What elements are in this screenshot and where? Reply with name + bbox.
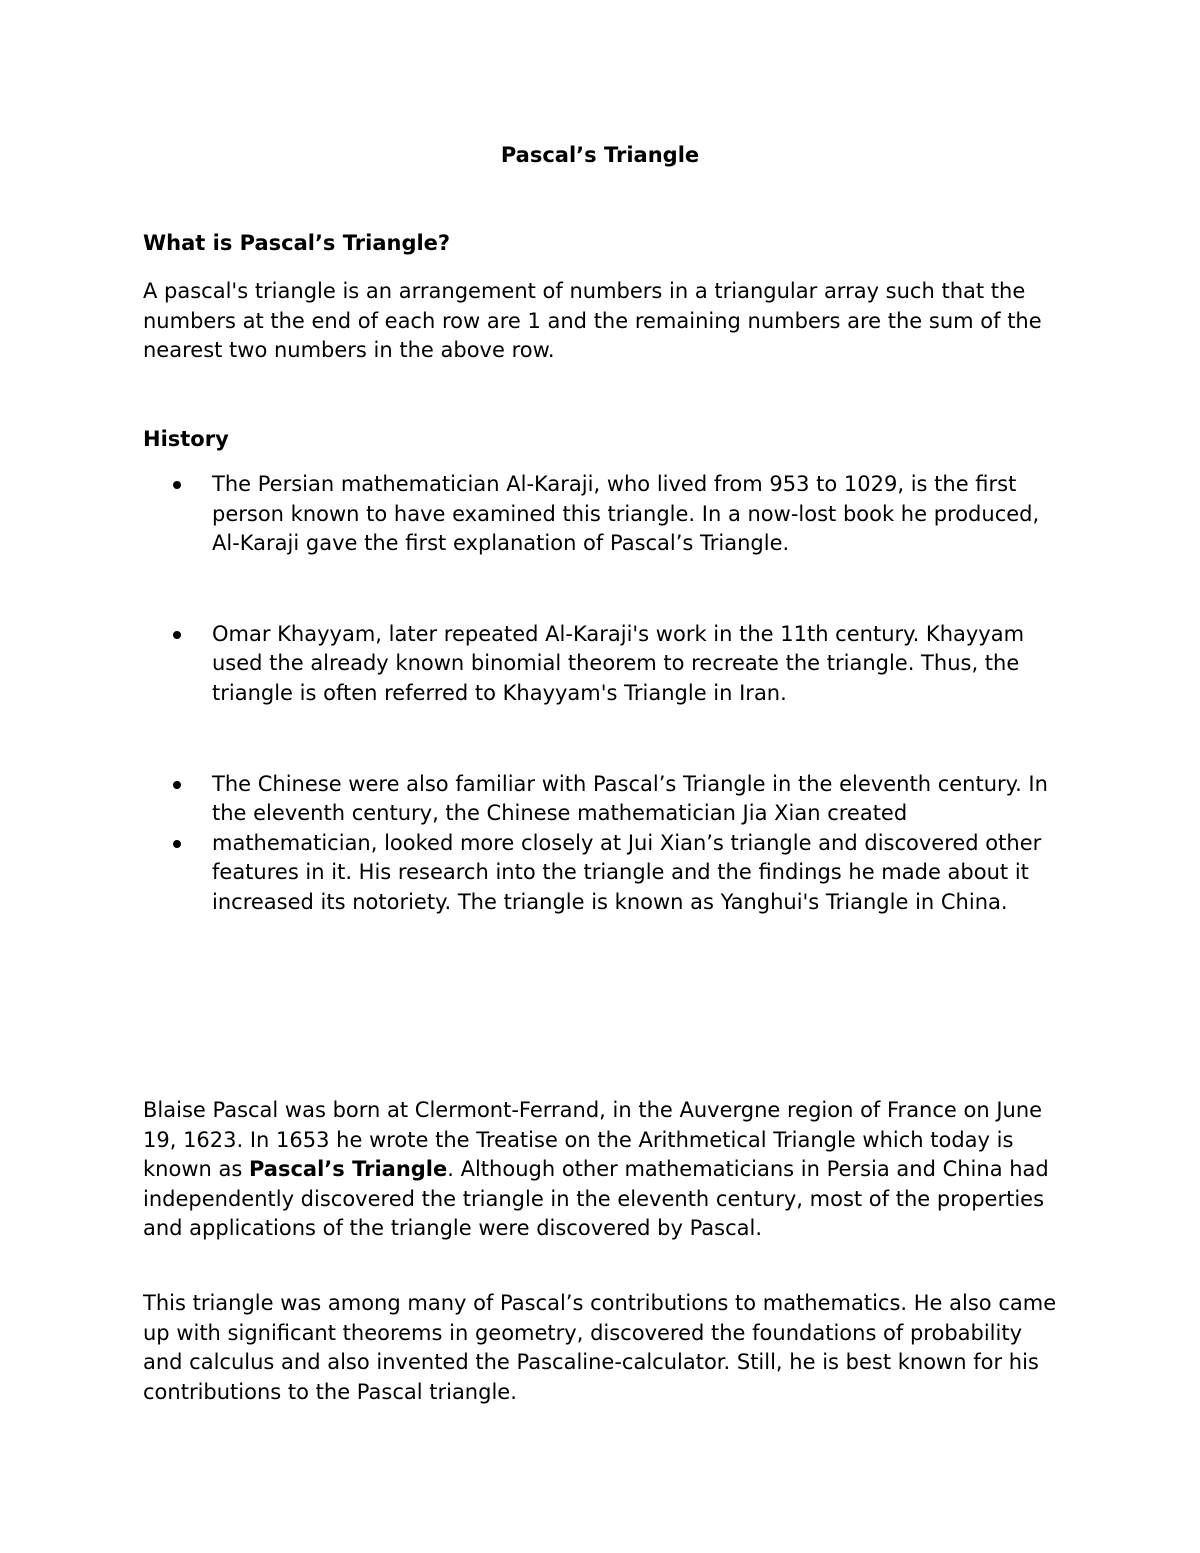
history-bullet-text: mathematician, looked more closely at Jui Xian’s triangle and discovered other features in it. His research into the triangle and the findings he made about it increased its notoriety. The triangle is known as Yanghui's Triangle in China.	[212, 830, 1042, 914]
bullet-dot-icon	[173, 631, 181, 639]
pascal-triangle-bold-term: Pascal’s Triangle	[248, 1157, 448, 1182]
history-bullet-item	[143, 620, 1058, 709]
pascal-biography-paragraph	[143, 1096, 1058, 1244]
definition-paragraph: A pascal's triangle is an arrangement of numbers in a triangular array such that the numbers at the end of each row are 1 and the remaining numbers are the sum of the nearest two numbers in the above row.	[143, 279, 1042, 363]
section-heading-what: What is Pascal’s Triangle?	[143, 231, 451, 255]
bullet-dot-icon	[173, 781, 181, 789]
history-bullet-item	[143, 770, 1058, 829]
history-bullet-list	[143, 470, 1058, 918]
section-heading-history: History	[143, 427, 229, 451]
bullet-gap	[143, 709, 1058, 770]
history-bullet-item	[143, 470, 1058, 559]
bullet-dot-icon	[173, 840, 181, 848]
document-title: Pascal’s Triangle	[500, 143, 700, 167]
bullet-dot-icon	[173, 481, 181, 489]
history-bullet-text: The Chinese were also familiar with Pascal’s Triangle in the eleventh century. In the eleventh century, the Chinese mathematician Jia Xian created	[212, 771, 1048, 826]
pascal-biography-text-end: . Although other mathematicians in Persia and China had independently discovered the triangle in the eleventh century, most of the properties and applications of the triangle were discovered by Pascal.	[143, 1157, 1049, 1241]
pascal-biography-text-start: Blaise Pascal was born at Clermont-Ferrand, in the Auvergne region of France on June 19, 1623. In 1653 he wrote the Treatise on the Arithmetical Triangle which today is known as	[143, 1098, 1043, 1182]
history-bullet-text: Omar Khayyam, later repeated Al-Karaji's work in the 11th century. Khayyam used the already known binomial theorem to recreate the triangle. Thus, the triangle is often referred to Khayyam's Triangle in Iran.	[212, 621, 1025, 705]
contributions-paragraph: This triangle was among many of Pascal’s contributions to mathematics. He also came up with significant theorems in geometry, discovered the foundations of probability and calculus and also invented the Pascaline-calculator. Still, he is best known for his contributions to the Pascal triangle.	[143, 1291, 1057, 1404]
bullet-gap	[143, 559, 1058, 618]
history-bullet-text: The Persian mathematician Al-Karaji, who lived from 953 to 1029, is the first person known to have examined this triangle. In a now-lost book he produced, Al-Karaji gave the first explanation of Pascal’s Triangle.	[212, 472, 1040, 556]
history-bullet-item	[143, 829, 1058, 918]
